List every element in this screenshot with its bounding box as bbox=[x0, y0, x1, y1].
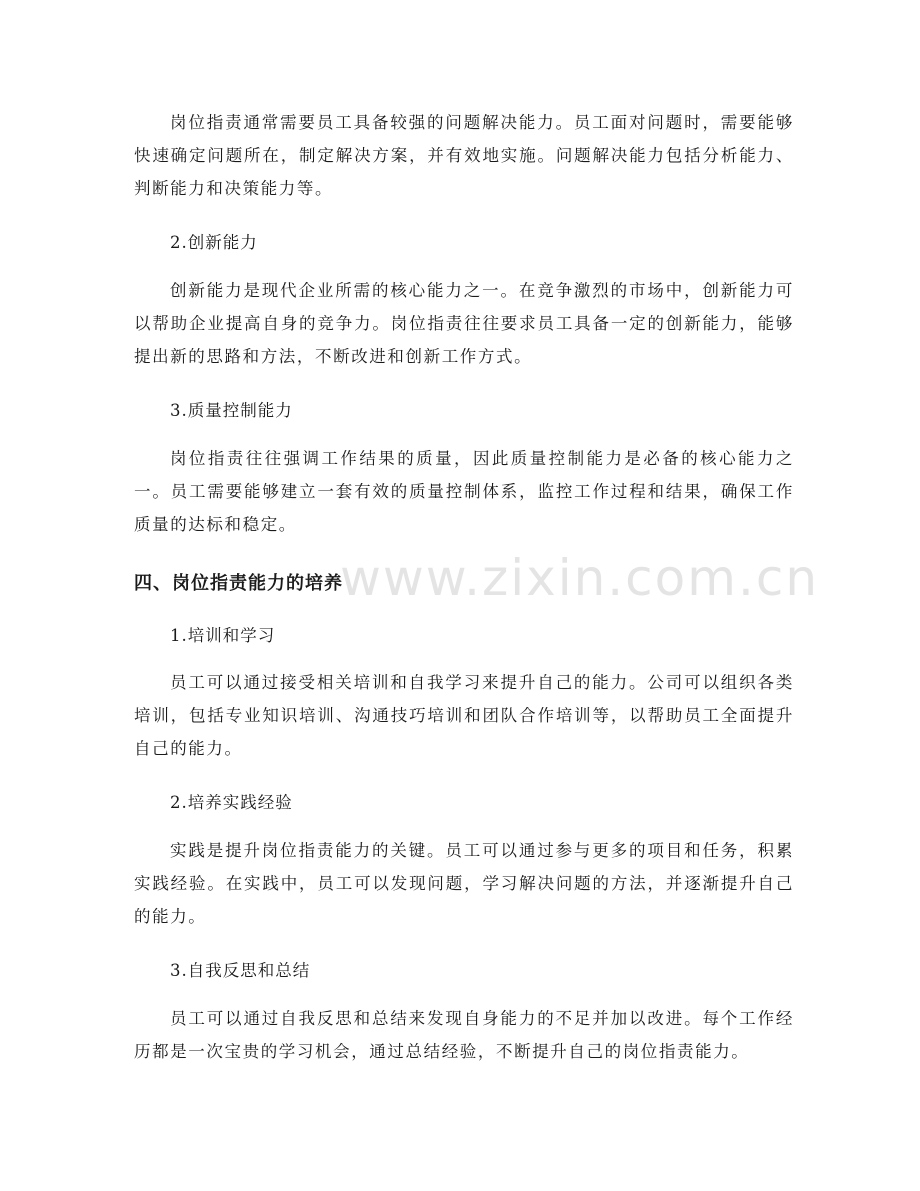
subheading-training bbox=[134, 625, 794, 647]
subheading-text: 2.创新能力 bbox=[170, 233, 258, 252]
subheading-text: 2.培养实践经验 bbox=[170, 793, 293, 812]
subheading-text: 1.培训和学习 bbox=[170, 626, 276, 645]
subheading-innovation bbox=[134, 232, 794, 254]
paragraph-innovation bbox=[134, 274, 794, 373]
paragraph-text: 创新能力是现代企业所需的核心能力之一。在竞争激烈的市场中，创新能力可以帮助企业提高自身的竞争力。岗位指责往往要求员工具备一定的创新能力，能够提出新的思路和方法，不断改进和创新工作方式。 bbox=[134, 281, 794, 366]
paragraph-text: 岗位指责通常需要员工具备较强的问题解决能力。员工面对问题时，需要能够快速确定问题所在，制定解决方案，并有效地实施。问题解决能力包括分析能力、判断能力和决策能力等。 bbox=[134, 113, 794, 198]
paragraph-practice bbox=[134, 834, 794, 933]
subheading-text: 3.自我反思和总结 bbox=[170, 961, 311, 980]
paragraph-quality-control bbox=[134, 442, 794, 541]
paragraph-training bbox=[134, 666, 794, 765]
subheading-quality-control bbox=[134, 400, 794, 422]
paragraph-text: 实践是提升岗位指责能力的关键。员工可以通过参与更多的项目和任务，积累实践经验。在实践中，员工可以发现问题，学习解决问题的方法，并逐渐提升自己的能力。 bbox=[134, 841, 794, 926]
paragraph-problem-solving bbox=[134, 106, 794, 205]
subheading-reflection bbox=[134, 960, 794, 982]
paragraph-text: 员工可以通过接受相关培训和自我学习来提升自己的能力。公司可以组织各类培训，包括专业知识培训、沟通技巧培训和团队合作培训等，以帮助员工全面提升自己的能力。 bbox=[134, 673, 794, 758]
subheading-practice bbox=[134, 792, 794, 814]
section-heading-cultivation bbox=[134, 572, 794, 596]
subheading-text: 3.质量控制能力 bbox=[170, 401, 293, 420]
paragraph-text: 员工可以通过自我反思和总结来发现自身能力的不足并加以改进。每个工作经历都是一次宝贵的学习机会，通过总结经验，不断提升自己的岗位指责能力。 bbox=[134, 1009, 794, 1061]
watermark: www.zixin.com.cn bbox=[340, 549, 820, 607]
section-heading-text: 四、岗位指责能力的培养 bbox=[134, 573, 343, 594]
paragraph-text: 岗位指责往往强调工作结果的质量，因此质量控制能力是必备的核心能力之一。员工需要能够建立一套有效的质量控制体系，监控工作过程和结果，确保工作质量的达标和稳定。 bbox=[134, 449, 794, 534]
paragraph-reflection bbox=[134, 1002, 794, 1068]
